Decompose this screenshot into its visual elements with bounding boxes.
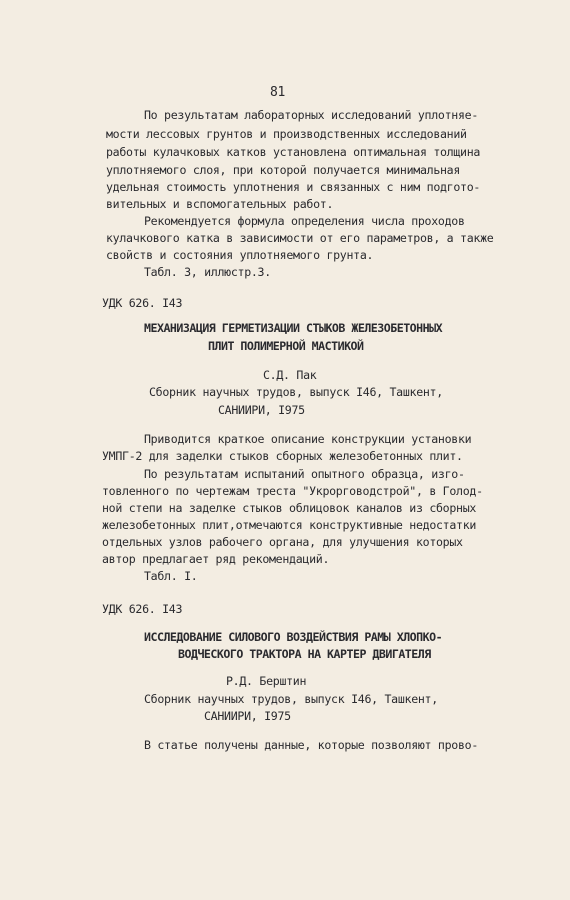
- intro-p2-line-2: кулачкового катка в зависимости от его параметров, а также: [106, 231, 494, 245]
- article-title-line-1: ИССЛЕДОВАНИЕ СИЛОВОГО ВОЗДЕЙСТВИЯ РАМЫ ХЛОПКО-: [144, 630, 443, 644]
- article-title-line-2: ВОДЧЕСКОГО ТРАКТОРА НА КАРТЕР ДВИГАТЕЛЯ: [178, 647, 431, 661]
- abstract1-p2-line-4: железобетонных плит,отмечаются конструктивные недостатки: [102, 518, 477, 532]
- intro-p2-line-1: Рекомендуется формула определения числа проходов: [144, 214, 465, 228]
- intro-p1-line-5: удельная стоимость уплотнения и связанных с ним подгото-: [106, 180, 481, 194]
- abstract1-p2-line-6: автор предлагает ряд рекомендаций.: [102, 552, 330, 566]
- udc-code: УДК 626. I43: [102, 296, 183, 310]
- intro-footnote: Табл. 3, иллюстр.3.: [144, 265, 271, 279]
- intro-p1-line-1: По результатам лабораторных исследований уплотняе-: [144, 108, 479, 122]
- abstract2-p1-line-1: В статье получены данные, которые позволяют прово-: [144, 738, 479, 752]
- article-source-line-1: Сборник научных трудов, выпуск I46, Ташкент,: [149, 385, 443, 399]
- abstract1-p2-line-5: отдельных узлов рабочего органа, для улучшения которых: [102, 535, 463, 549]
- page-number: 81: [270, 85, 286, 100]
- article-author: Р.Д. Берштин: [226, 674, 307, 688]
- intro-p1-line-6: вительных и вспомогательных работ.: [106, 197, 334, 211]
- article-source-line-2: САНИИРИ, I975: [204, 709, 291, 723]
- udc-code: УДК 626. I43: [102, 602, 183, 616]
- abstract1-footnote: Табл. I.: [144, 569, 198, 583]
- abstract1-p2-line-2: товленного по чертежам треста "Укрорговодстрой", в Голод-: [102, 484, 483, 498]
- article-title-line-2: ПЛИТ ПОЛИМЕРНОЙ МАСТИКОЙ: [208, 339, 364, 353]
- article-source-line-1: Сборник научных трудов, выпуск I46, Ташкент,: [144, 692, 438, 706]
- article-author: С.Д. Пак: [263, 368, 317, 382]
- intro-p1-line-2: мости лессовых грунтов и производственных исследований: [106, 127, 467, 141]
- intro-p1-line-3: работы кулачковых катков установлена оптимальная толщина: [106, 145, 481, 159]
- article-title-line-1: МЕХАНИЗАЦИЯ ГЕРМЕТИЗАЦИИ СТЫКОВ ЖЕЛЕЗОБЕТОННЫХ: [144, 321, 443, 335]
- abstract1-p1-line-2: УМПГ-2 для заделки стыков сборных железобетонных плит.: [102, 449, 463, 463]
- abstract1-p2-line-1: По результатам испытаний опытного образца, изго-: [144, 467, 465, 481]
- intro-p1-line-4: уплотняемого слоя, при которой получается минимальная: [106, 163, 461, 177]
- article-source-line-2: САНИИРИ, I975: [218, 403, 305, 417]
- abstract1-p2-line-3: ной степи на заделке стыков облицовок каналов из сборных: [102, 501, 477, 515]
- intro-p2-line-3: свойств и состояния уплотняемого грунта.: [106, 248, 374, 262]
- abstract1-p1-line-1: Приводится краткое описание конструкции установки: [144, 432, 472, 446]
